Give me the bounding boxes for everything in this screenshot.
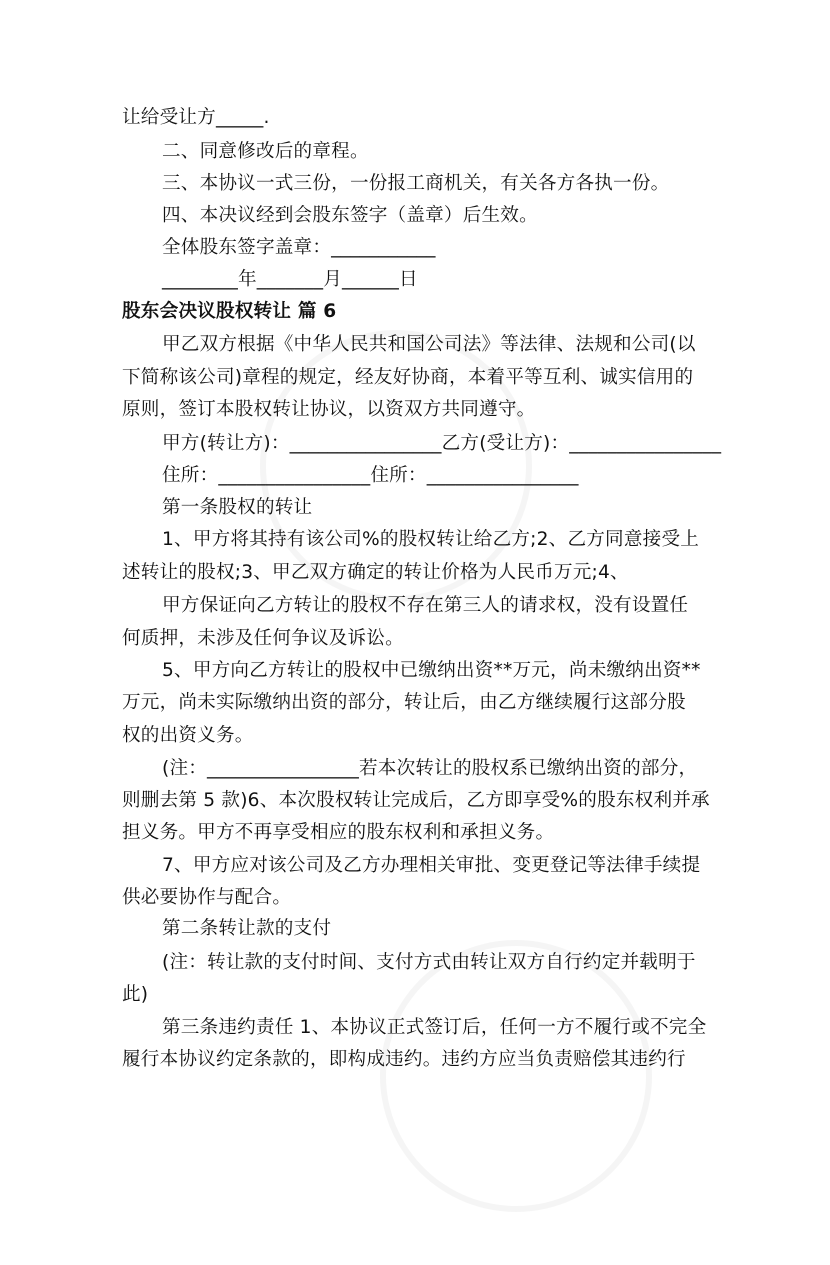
text-line: 三、本协议一式三份，一份报工商机关，有关各方各执一份。 [162,173,670,194]
text-line: 何质押，未涉及任何争议及诉讼。 [122,628,404,649]
text-line: (注：________________若本次转让的股权系已缴纳出资的部分， [162,758,698,779]
text-line: 甲方保证向乙方转让的股权不存在第三人的请求权，没有设置任 [162,595,689,616]
date-line: ________年_______月______日 [162,269,418,290]
address-line: 住所：________________住所：________________ [162,465,579,486]
text-line: 7、甲方应对该公司及乙方办理相关审批、变更登记等法律手续提 [162,855,701,876]
party-line: 甲方(转让方)：________________乙方(受让方)：________________ [162,433,722,454]
watermark-seal [327,887,706,1265]
text-line: 二、同意修改后的章程。 [162,141,369,162]
text-line: 5、甲方向乙方转让的股权中已缴纳出资**万元，尚未缴纳出资** [162,660,701,681]
text-line: 原则，签订本股权转让协议，以资双方共同遵守。 [122,399,536,420]
text-line: 万元，尚未实际缴纳出资的部分，转让后，由乙方继续履行这部分股 [122,692,686,713]
text-line: 1、甲方将其持有该公司%的股权转让给乙方;2、乙方同意接受上 [162,529,700,550]
text-line: 甲乙双方根据《中华人民共和国公司法》等法律、法规和公司(以 [162,334,696,355]
text-line: 四、本决议经到会股东签字（盖章）后生效。 [162,205,538,226]
text-line: 则删去第 5 款)6、本次股权转让完成后，乙方即享受%的股东权利并承 [122,790,710,811]
article-heading: 第一条股权的转让 [162,497,313,518]
text-line: 让给受让方_____. [122,107,270,128]
text-line: 担义务。甲方不再享受相应的股东权利和承担义务。 [122,822,555,843]
article-heading: 第二条转让款的支付 [162,918,332,939]
section-heading: 股东会决议股权转让 篇 6 [122,301,337,322]
text-line: (注：转让款的支付时间、支付方式由转让双方自行约定并载明于 [162,952,696,973]
text-line: 权的出资义务。 [122,725,254,746]
text-line: 下简称该公司)章程的规定，经友好协商，本着平等互利、诚实信用的 [122,367,694,388]
signature-line: 全体股东签字盖章：___________ [162,237,436,258]
text-line: 述转让的股权;3、甲乙双方确定的转让价格为人民币万元;4、 [122,562,629,583]
text-line: 第三条违约责任 1、本协议正式签订后，任何一方不履行或不完全 [162,1017,707,1038]
text-line: 此) [122,984,149,1005]
text-line: 履行本协议约定条款的，即构成违约。违约方应当负责赔偿其违约行 [122,1049,686,1070]
text-line: 供必要协作与配合。 [122,887,292,908]
